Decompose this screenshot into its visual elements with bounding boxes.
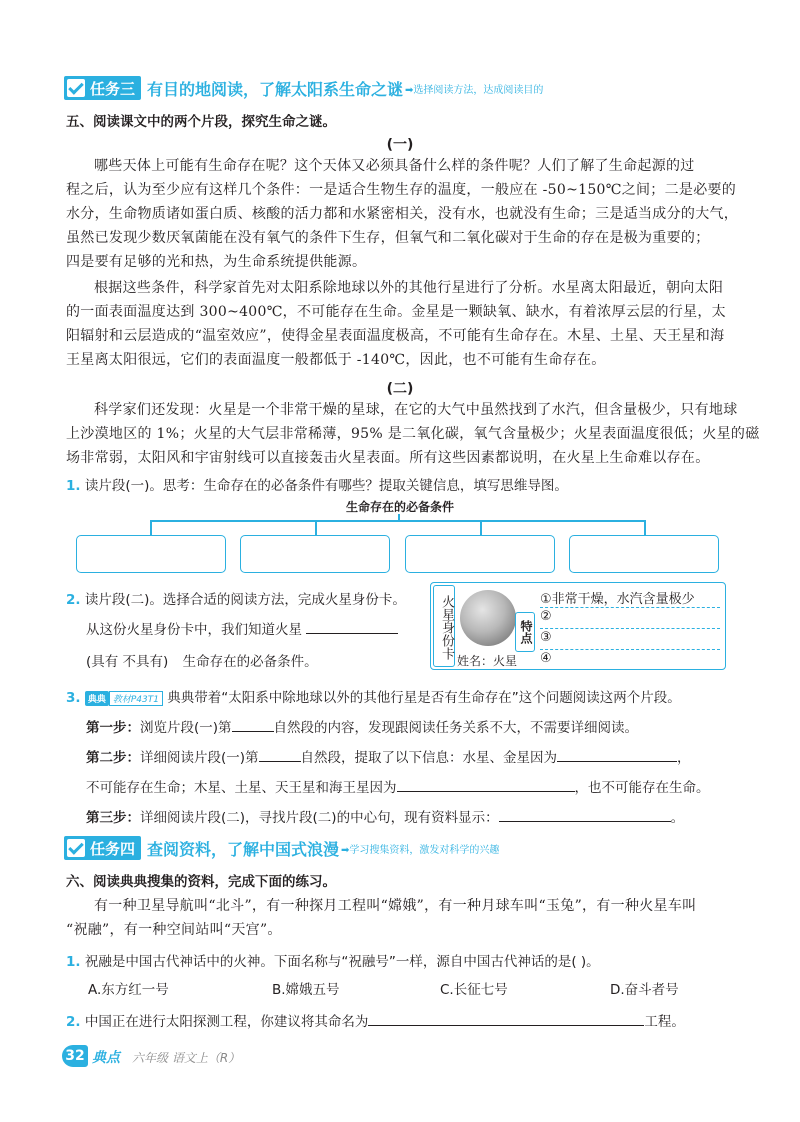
q1-text: 读片段(一)。思考：生命存在的必备条件有哪些？提取关键信息，填写思维导图。 — [84, 478, 568, 494]
q6-2-text-a: 中国正在进行太阳探测工程，你建议将其命名为 — [84, 1014, 369, 1030]
part2-line2: 上沙漠地区的 1%；火星的大气层非常稀薄，95% 是二氧化碳，氧气含量极少；火星表面温度很低；火星的磁 — [66, 426, 760, 442]
step2-text-a: 详细阅读片段(一)第 — [140, 750, 259, 766]
step1-blank[interactable] — [232, 716, 274, 732]
step2-blank-reason2[interactable] — [397, 776, 575, 792]
step2-blank-reason1[interactable] — [557, 746, 677, 762]
part1-p2-line2: 的一面表面温度达到 300~400℃，不可能存在生命。金星是一颗缺氧、缺水，有着浓厚云层的行星，太 — [66, 304, 726, 320]
q6-2 — [66, 1010, 685, 1030]
q3-step1 — [86, 716, 638, 736]
q2 — [66, 588, 406, 608]
step2-text-c: ， — [677, 750, 691, 766]
q3-step3 — [86, 806, 684, 826]
feature-row-1[interactable]: ①非常干燥，水汽含量极少 — [540, 588, 720, 608]
mars-image — [460, 590, 516, 646]
q2-number: 2. — [66, 592, 81, 608]
part1-p2-line3: 阳辐射和云层造成的“温室效应”，使得金星表面温度极高，不可能有生命存在。木星、土星、天王星和海 — [66, 328, 725, 344]
mindmap-title: 生命存在的必备条件 — [345, 500, 454, 514]
task3-subtitle: ➡选择阅读方法，达成阅读目的 — [405, 84, 544, 96]
part1-p1-line5: 四是要有足够的光和热，为生命系统提供能源。 — [66, 254, 367, 270]
mindmap-answer-box[interactable] — [240, 535, 390, 573]
q6-1-text: 祝融是中国古代神话中的火神。下面名称与“祝融号”一样，源自中国古代神话的是( )。 — [84, 954, 600, 970]
step2-text-d: 不可能存在生命；木星、土星、天王星和海王星因为 — [86, 780, 397, 796]
task3-tag — [64, 76, 141, 100]
task4-subtitle: ➡学习搜集资料，激发对科学的兴趣 — [341, 844, 500, 856]
q6-1 — [66, 950, 600, 970]
section6-para-line1: 有一种卫星导航叫“北斗”，有一种探月工程叫“嫦娥”，有一种月球车叫“玉兔”，有一种火星车叫 — [94, 898, 697, 914]
task4-tag — [64, 836, 141, 860]
step1-text-a: 浏览片段(一)第 — [140, 720, 232, 736]
part1-p1-line2: 程之后，认为至少应有这样几个条件：一是适合生物生存的温度，一般应在 -50~150℃之间；二是必要的 — [66, 182, 737, 198]
mindmap-answer-box[interactable] — [569, 535, 719, 573]
dian-dian-badge: 典典 — [85, 691, 109, 706]
step3-text-b: 。 — [670, 810, 685, 826]
mindmap-answer-box[interactable] — [405, 535, 555, 573]
task3-banner — [64, 76, 543, 100]
mindmap-branch — [315, 520, 317, 535]
q2-line3-tail: 生命存在的必备条件。 — [182, 654, 318, 670]
step2-text-e: ，也不可能存在生命。 — [574, 780, 710, 796]
q1-number: 1. — [66, 478, 81, 494]
part1-p1-line3: 水分，生命物质诸如蛋白质、核酸的活力都和水紧密相关，没有水，也就没有生命；三是适当成分的大气， — [66, 206, 739, 222]
section6-heading: 六、阅读典典搜集的资料，完成下面的练习。 — [66, 874, 336, 890]
id-card-side-label: 火星身份卡 — [433, 585, 455, 667]
q1 — [66, 474, 568, 494]
q6-2-number: 2. — [66, 1014, 81, 1030]
checkbox-icon — [67, 79, 85, 97]
option-d[interactable]: D.奋斗者号 — [610, 982, 679, 998]
q3-number: 3. — [66, 690, 81, 706]
step1-text-b: 自然段的内容，发现跟阅读任务关系不大，不需要详细阅读。 — [273, 720, 639, 736]
option-a[interactable]: A.东方红一号 — [88, 982, 169, 998]
part1-p1-line1: 哪些天体上可能有生命存在呢？这个天体又必须具备什么样的条件呢？人们了解了生命起源的过 — [94, 158, 695, 174]
task3-title: 有目的地阅读，了解太阳系生命之谜 — [147, 79, 404, 99]
q3-text: 典典带着“太阳系中除地球以外的其他行星是否有生命存在”这个问题阅读这两个片段。 — [167, 690, 681, 706]
feature-row-4[interactable]: ④ — [540, 651, 552, 666]
section5-heading: 五、阅读课文中的两个片段，探究生命之谜。 — [66, 114, 336, 130]
mindmap-answer-box[interactable] — [76, 535, 226, 573]
q2-line2-text: 从这份火星身份卡中，我们知道火星 — [86, 622, 302, 638]
step3-text-a: 详细阅读片段(二)，寻找片段(二)的中心句，现有资料显示： — [140, 810, 499, 826]
q6-2-text-b: 工程。 — [644, 1014, 685, 1030]
q6-1-number: 1. — [66, 954, 81, 970]
task4-banner — [64, 836, 499, 860]
q2-line3 — [86, 650, 318, 670]
q3-step2 — [86, 746, 691, 766]
feature-row-3[interactable]: ③ — [540, 630, 720, 650]
step1-label: 第一步： — [86, 720, 140, 736]
feature-label: 特点 — [515, 612, 535, 652]
step2-label: 第二步： — [86, 750, 140, 766]
mindmap-branch — [150, 520, 152, 535]
step2-text-b: 自然段，提取了以下信息：水星、金星因为 — [300, 750, 558, 766]
mindmap-branch — [480, 520, 482, 535]
textbook-ref: 教材P43T1 — [109, 691, 163, 706]
page-number: 32 — [62, 1045, 88, 1067]
mindmap-stem — [398, 514, 400, 521]
checkbox-icon — [67, 839, 85, 857]
part1-p2-line1: 根据这些条件，科学家首先对太阳系除地球以外的其他行星进行了分析。水星离太阳最近，朝向太阳 — [94, 280, 724, 296]
step3-label: 第三步： — [86, 810, 140, 826]
option-c[interactable]: C.长征七号 — [440, 982, 508, 998]
part1-title: (一) — [386, 137, 414, 153]
task4-title: 查阅资料，了解中国式浪漫 — [147, 839, 340, 859]
mindmap-branch — [644, 520, 646, 535]
step3-blank[interactable] — [499, 806, 671, 822]
q2-choice[interactable]: (具有 不具有) — [86, 654, 169, 670]
option-b[interactable]: B.嫦娥五号 — [272, 982, 340, 998]
part2-title: (二) — [386, 381, 414, 397]
q2-text: 读片段(二)。选择合适的阅读方法，完成火星身份卡。 — [84, 592, 406, 608]
q2-answer-blank[interactable] — [306, 618, 398, 634]
step2-blank-paragraph[interactable] — [259, 746, 301, 762]
part2-line1: 科学家们还发现：火星是一个非常干燥的星球，在它的大气中虽然找到了水汽，但含量极少，只有地球 — [94, 402, 738, 418]
q3 — [66, 686, 681, 706]
brand-logo: 典点 — [92, 1050, 120, 1066]
task3-label: 任务三 — [90, 79, 136, 98]
feature-row-2[interactable]: ② — [540, 609, 720, 629]
book-info: 六年级 语文上（R） — [132, 1051, 241, 1065]
section6-para-line2: “祝融”，有一种空间站叫“天宫”。 — [66, 922, 282, 938]
part1-p2-line4: 王星离太阳很远，它们的表面温度一般都低于 -140℃，因此，也不可能有生命存在。 — [66, 352, 606, 368]
q6-2-blank[interactable] — [368, 1010, 644, 1026]
task4-label: 任务四 — [90, 839, 136, 858]
q2-line2 — [86, 618, 398, 638]
part1-p1-line4: 虽然已发现少数厌氧菌能在没有氧气的条件下生存，但氧气和二氧化碳对于生命的存在是极为重要的； — [66, 230, 710, 246]
q3-step2-cont — [86, 776, 710, 796]
id-card-name: 姓名：火星 — [457, 654, 518, 668]
part2-line3: 场非常弱，太阳风和宇宙射线可以直接轰击火星表面。所有这些因素都说明，在火星上生命难以存在。 — [66, 450, 710, 466]
